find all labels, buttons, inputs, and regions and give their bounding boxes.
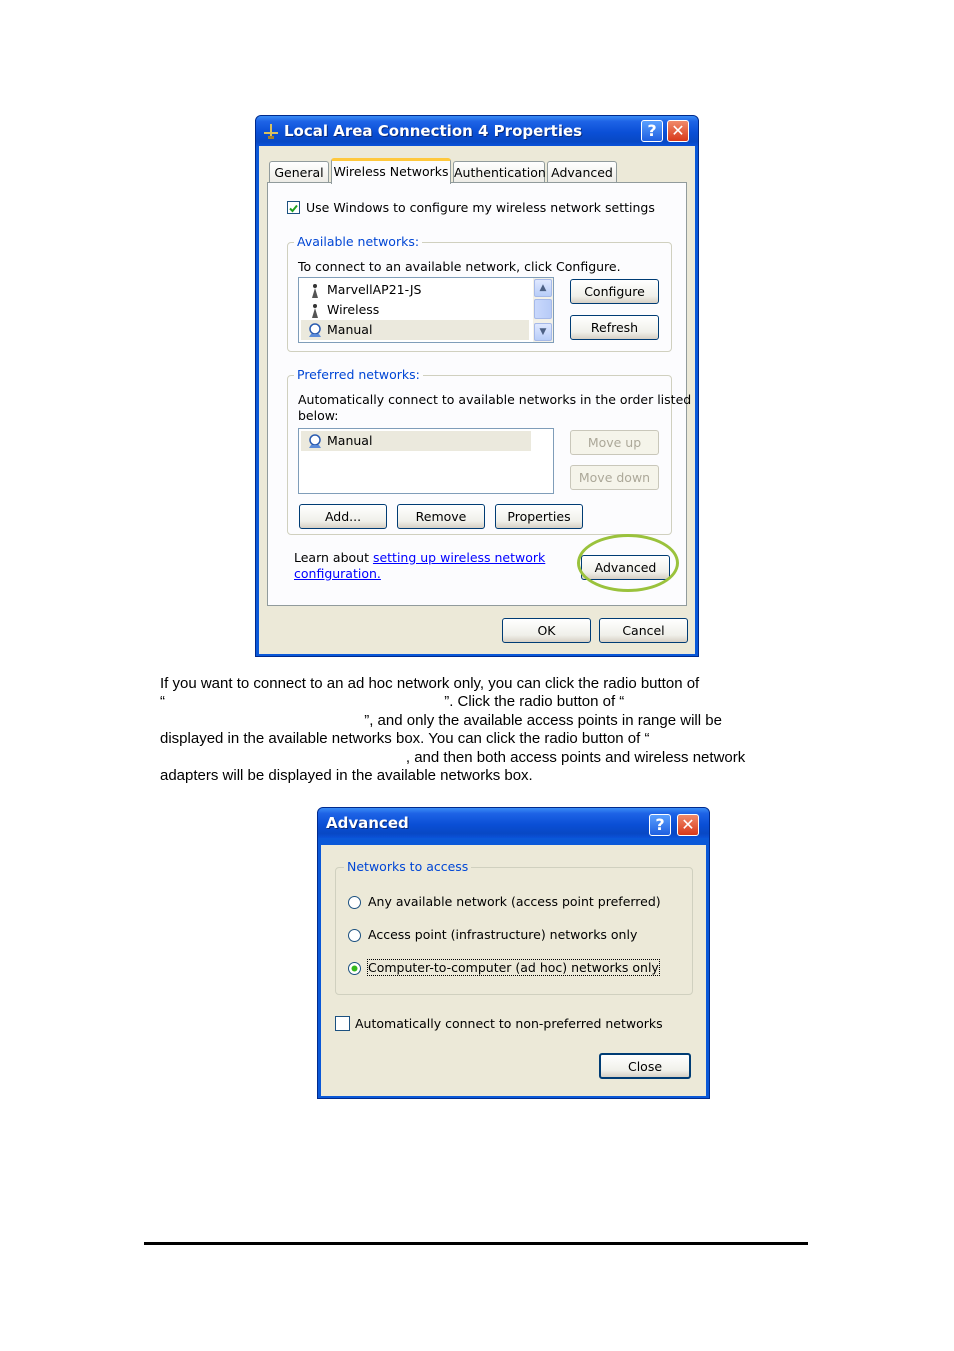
help-button[interactable]: ? xyxy=(641,120,663,142)
list-item[interactable] xyxy=(301,320,529,340)
preferred-networks-list xyxy=(298,428,554,494)
networks-to-access-group xyxy=(335,859,693,995)
auto-connect-label[interactable]: Automatically connect to non-preferred networks xyxy=(355,1016,663,1031)
body-line-1: If you want to connect to an ad hoc network only, you can click the radio button of xyxy=(160,675,700,692)
preferred-instruction-1: Automatically connect to available networks in the order listed xyxy=(298,392,692,407)
option-access-point-label[interactable]: Access point (infrastructure) networks only xyxy=(368,927,638,942)
configure-button[interactable]: Configure xyxy=(570,279,659,304)
highlight-ellipse xyxy=(577,534,679,592)
ok-button[interactable]: OK xyxy=(502,618,591,643)
setup-wireless-link[interactable]: setting up wireless network xyxy=(372,550,546,565)
available-instruction: To connect to an available network, click Configure. xyxy=(298,259,621,274)
list-item-label: Manual xyxy=(327,433,373,448)
add-button[interactable]: Add... xyxy=(299,504,387,529)
scrollbar[interactable] xyxy=(533,278,553,342)
title-bar[interactable] xyxy=(256,116,698,146)
list-item-label: MarvellAP21-JS xyxy=(327,282,422,297)
preferred-networks-group xyxy=(287,367,692,535)
body-line-4: displayed in the available networks box. You can click the radio button of “ xyxy=(160,730,650,747)
list-item-label: Manual xyxy=(327,322,373,337)
option-any-network-label[interactable]: Any available network (access point preferred) xyxy=(368,894,661,909)
radio-access-point-only[interactable] xyxy=(348,929,361,942)
available-networks-legend: Available networks: xyxy=(294,234,422,249)
learn-about-prefix: Learn about xyxy=(294,550,373,565)
body-line-5: , and then both access points and wireless network xyxy=(160,749,746,766)
option-adhoc-label[interactable]: Computer-to-computer (ad hoc) networks only xyxy=(368,960,659,975)
auto-connect-checkbox[interactable] xyxy=(335,1016,350,1031)
footer-rule xyxy=(144,1242,808,1245)
available-networks-list xyxy=(298,277,554,343)
help-button[interactable]: ? xyxy=(649,814,671,836)
remove-button[interactable]: Remove xyxy=(397,504,485,529)
scroll-down-button[interactable]: ▼ xyxy=(534,323,552,341)
client-area xyxy=(259,146,695,654)
list-item[interactable] xyxy=(301,300,529,320)
tab-authentication[interactable]: Authentication xyxy=(453,161,545,183)
close-window-button[interactable]: ✕ xyxy=(677,814,699,836)
preferred-networks-legend: Preferred networks: xyxy=(294,367,423,382)
radio-any-network[interactable] xyxy=(348,896,361,909)
tab-general[interactable]: General xyxy=(269,161,329,183)
close-window-button[interactable]: ✕ xyxy=(667,120,689,142)
use-windows-checkbox[interactable] xyxy=(287,201,300,214)
advanced-client-area xyxy=(321,845,706,1096)
list-item[interactable] xyxy=(301,431,531,451)
learn-about-text xyxy=(294,550,545,582)
cancel-button[interactable]: Cancel xyxy=(599,618,688,643)
body-line-3: ”, and only the available access points in range will be xyxy=(160,712,722,729)
tab-page xyxy=(267,182,692,606)
advanced-title-bar[interactable] xyxy=(318,808,709,838)
advanced-window-title: Advanced xyxy=(326,814,409,832)
advanced-button[interactable]: Advanced xyxy=(581,555,670,580)
refresh-button[interactable]: Refresh xyxy=(570,315,659,340)
scroll-thumb[interactable] xyxy=(534,299,552,319)
available-networks-group xyxy=(287,234,672,352)
window-title: Local Area Connection 4 Properties xyxy=(284,122,583,140)
close-button[interactable]: Close xyxy=(599,1053,691,1079)
scroll-up-button[interactable]: ▲ xyxy=(534,279,552,297)
radio-adhoc-only[interactable] xyxy=(348,962,361,975)
networks-to-access-legend: Networks to access xyxy=(344,859,471,874)
use-windows-label[interactable]: Use Windows to configure my wireless network settings xyxy=(306,200,655,215)
list-item-label: Wireless xyxy=(327,302,380,317)
tab-wireless-networks[interactable]: Wireless Networks xyxy=(331,158,451,184)
properties-button[interactable]: Properties xyxy=(495,504,583,529)
preferred-instruction-2: below: xyxy=(298,408,339,423)
tab-advanced[interactable]: Advanced xyxy=(547,161,617,183)
properties-dialog xyxy=(255,115,699,657)
network-icon xyxy=(262,122,280,140)
move-up-button[interactable]: Move up xyxy=(570,430,659,455)
advanced-dialog xyxy=(317,807,710,1099)
adhoc-computer-icon xyxy=(307,322,323,341)
move-down-button[interactable]: Move down xyxy=(570,465,659,490)
setup-wireless-link-continued[interactable]: configuration. xyxy=(294,566,381,581)
adhoc-computer-icon xyxy=(307,433,323,452)
list-item[interactable] xyxy=(301,280,529,300)
body-line-2: “ ”. Click the radio button of “ xyxy=(160,693,625,710)
body-line-6: adapters will be displayed in the available networks box. xyxy=(160,767,533,784)
